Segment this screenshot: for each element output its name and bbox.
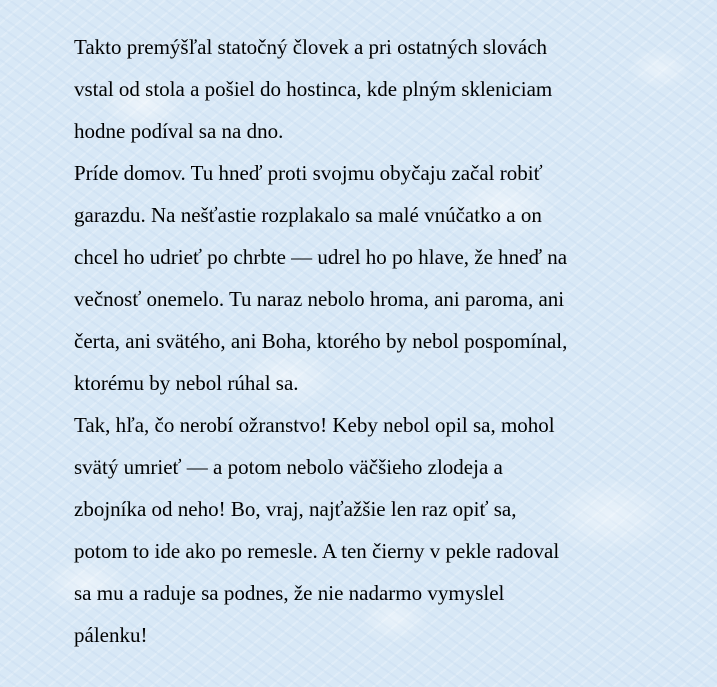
- text-line-12: zbojníka od neho! Bo, vraj, najťažšie len raz opiť sa,: [74, 497, 517, 521]
- text-line-10: Tak, hľa, čo nerobí ožranstvo! Keby nebol opil sa, mohol: [74, 413, 555, 437]
- text-line-3: hodne podíval sa na dno.: [74, 119, 284, 143]
- text-line-8: čerta, ani svätého, ani Boha, ktorého by nebol pospomínal,: [74, 329, 568, 353]
- text-line-9: ktorému by nebol rúhal sa.: [74, 371, 299, 395]
- text-line-11: svätý umrieť — a potom nebolo väčšieho zlodeja a: [74, 455, 503, 479]
- text-line-5: garazdu. Na nešťastie rozplakalo sa malé vnúčatko a on: [74, 203, 542, 227]
- text-line-13: potom to ide ako po remesle. A ten čierny v pekle radoval: [74, 539, 560, 563]
- text-line-4: Príde domov. Tu hneď proti svojmu obyčaju začal robiť: [74, 161, 543, 185]
- text-line-7: večnosť onemelo. Tu naraz nebolo hroma, ani paroma, ani: [74, 287, 565, 311]
- text-line-6: chcel ho udrieť po chrbte — udrel ho po hlave, že hneď na: [74, 245, 568, 269]
- story-text: [74, 26, 657, 656]
- text-line-14: sa mu a raduje sa podnes, že nie nadarmo vymyslel: [74, 581, 505, 605]
- text-line-15: pálenku!: [74, 623, 148, 647]
- text-line-2: vstal od stola a pošiel do hostinca, kde plným skleniciam: [74, 77, 553, 101]
- text-line-1: Takto premýšľal statočný človek a pri ostatných slovách: [74, 35, 548, 59]
